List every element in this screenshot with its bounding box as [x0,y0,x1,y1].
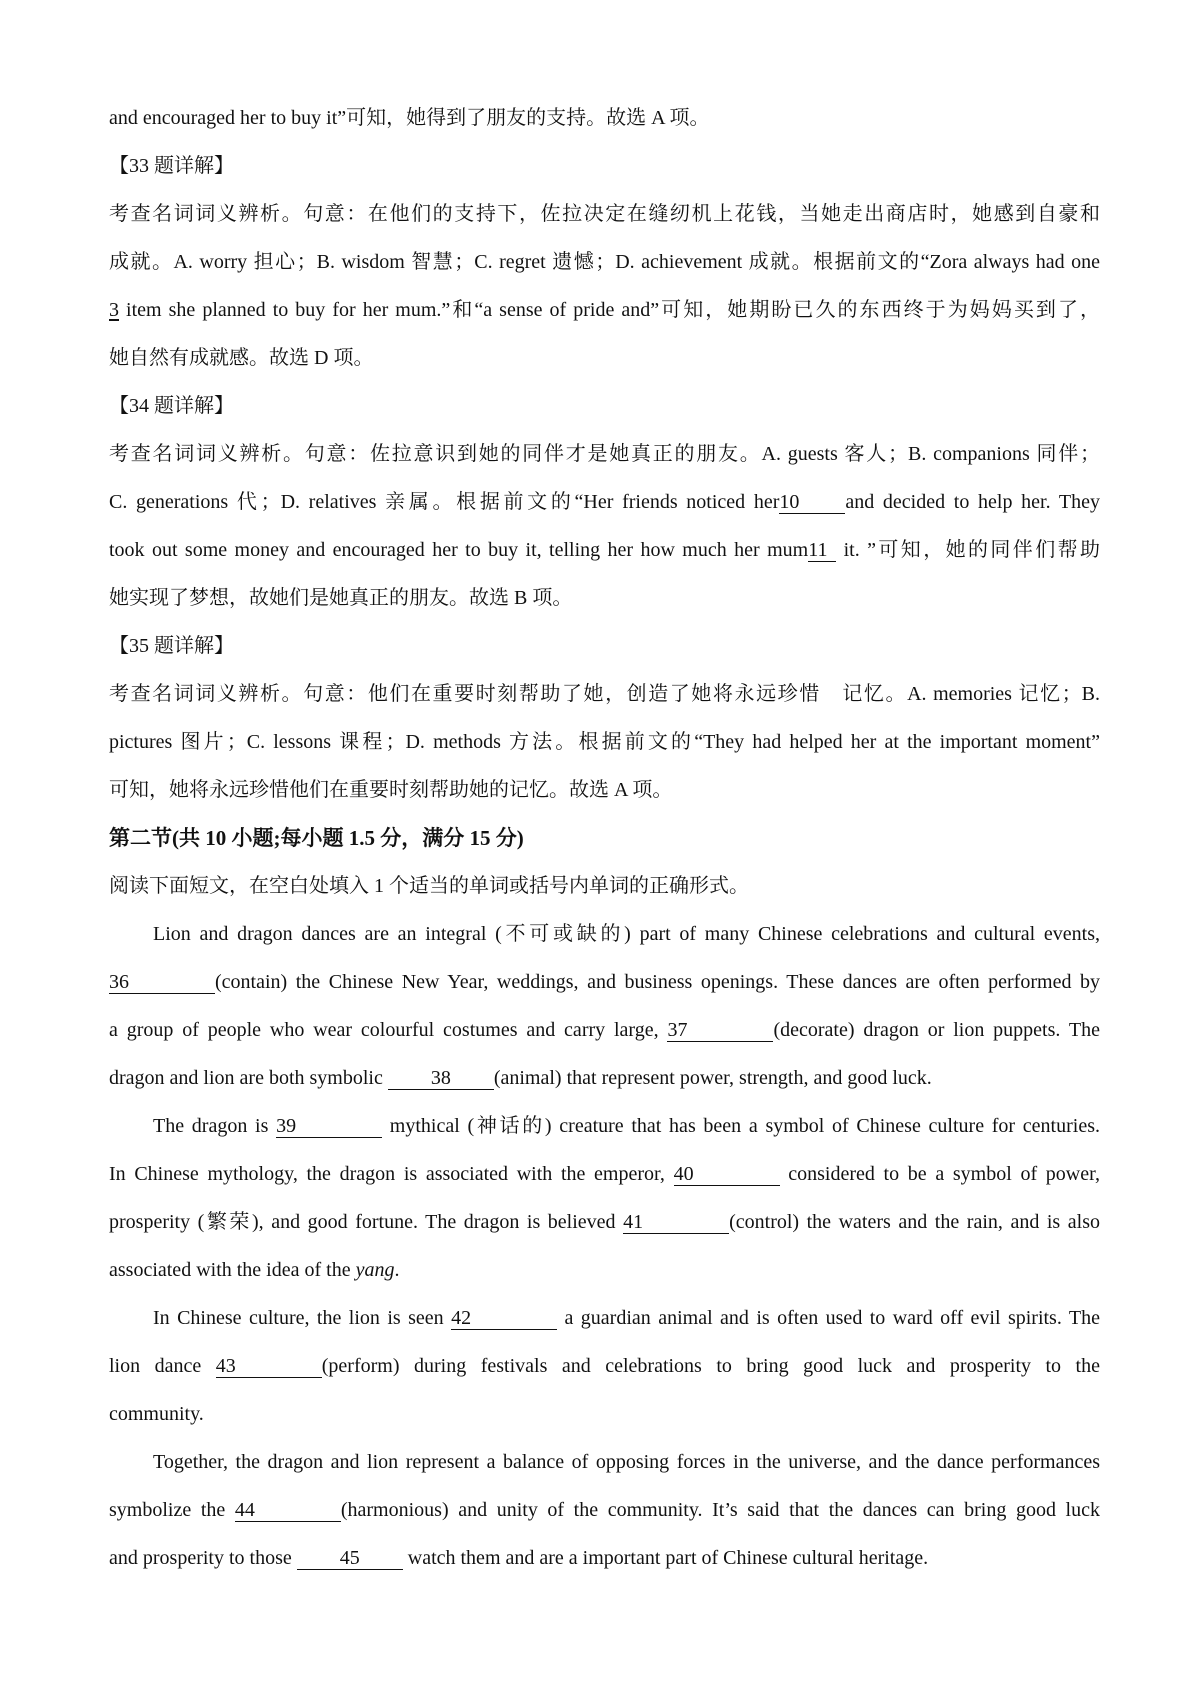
blank-43: 43 [216,1355,322,1378]
text: 她实现了梦想，故她们是她真正的朋友。故选 B 项。 [109,587,573,609]
text: prosperity (繁荣), and good fortune. The dragon is believed [109,1211,624,1233]
text: and encouraged her to buy it”可知，她得到了朋友的支持。故选 A 项。 [109,107,710,129]
blank-11: 11 [808,539,836,562]
text-line [109,1160,1100,1188]
text: 她自然有成就感。故选 D 项。 [109,347,374,369]
text: considered to be a symbol of power, [779,1163,1100,1185]
text: and decided to help her. They [845,491,1100,513]
text: Together, the dragon and lion represent a balance of opposing forces in the universe, and the dance performances [153,1451,1100,1473]
blank-40: 40 [674,1163,780,1186]
text: item she planned to buy for her mum.”和“a sense of pride and”可知，她期盼已久的东西终于为妈妈买到了， [119,299,1100,321]
text: 考查名词词义辨析。句意：他们在重要时刻帮助了她，创造了她将永远珍惜 记忆。A. memories 记忆；B. [109,683,1100,705]
section-heading-34 [109,392,234,420]
text: community. [109,1403,204,1425]
section-heading-35 [109,632,234,660]
text: took out some money and encouraged her to buy it, telling her how much her mum [109,539,809,561]
blank-44: 44 [235,1499,341,1522]
text-line [109,1352,1100,1380]
text: 考查名词词义辨析。句意：佐拉意识到她的同伴才是她真正的朋友。A. guests 客人；B. companions 同伴； [109,443,1100,465]
text: . [394,1259,400,1281]
text: Lion and dragon dances are an integral (不可或缺的) part of many Chinese celebrations and cultural events, [153,923,1100,945]
text: (control) the waters and the rain, and is also [729,1211,1100,1233]
text: associated with the idea of the [109,1259,356,1281]
blank-number: 3 [109,299,119,321]
text-line [109,1496,1100,1524]
text-line [109,1256,399,1284]
text: 【34 题详解】 [109,395,234,417]
text: The dragon is [153,1115,277,1137]
text-line [109,584,572,612]
section-title [109,824,524,852]
text: it. ”可知，她的同伴们帮助 [836,539,1100,561]
text: (harmonious) and unity of the community. It’s said that the dances can bring good luck [340,1499,1100,1521]
text: (contain) the Chinese New Year, weddings, and business openings. These dances are often performed by [215,971,1100,993]
text: 成就。A. worry 担心；B. wisdom 智慧；C. regret 遗憾；D. achievement 成就。根据前文的“Zora always had one [109,251,1100,273]
text: and prosperity to those [109,1547,297,1569]
blank-45: 45 [297,1547,403,1570]
text: 可知，她将永远珍惜他们在重要时刻帮助她的记忆。故选 A 项。 [109,779,673,801]
blank-37: 37 [667,1019,773,1042]
text-line [109,776,672,804]
text: lion dance [109,1355,216,1377]
text-line [109,968,1100,996]
text-line [153,920,1100,948]
text: 阅读下面短文，在空白处填入 1 个适当的单词或括号内单词的正确形式。 [109,875,749,897]
text: 【35 题详解】 [109,635,234,657]
text: (animal) that represent power, strength, and good luck. [493,1067,932,1089]
text: In Chinese culture, the lion is seen [153,1307,452,1329]
blank-42: 42 [451,1307,557,1330]
text-line [109,1016,1100,1044]
text-line [109,536,1100,564]
text-line [153,1112,1100,1140]
section-heading-33 [109,152,234,180]
text-line [109,248,1100,276]
blank-38: 38 [388,1067,494,1090]
text: pictures 图片；C. lessons 课程；D. methods 方法。根据前文的“They had helped her at the important moment” [109,731,1100,753]
text-line [109,440,1100,468]
text-line [109,200,1100,228]
text-line [109,1208,1100,1236]
text-line [109,680,1100,708]
text-line [109,1064,932,1092]
text: 第二节(共 10 小题;每小题 1.5 分，满分 15 分) [109,826,524,850]
text: 【33 题详解】 [109,155,234,177]
italic-word: yang [355,1259,395,1281]
blank-36: 36 [109,971,215,994]
text: C. generations 代；D. relatives 亲属。根据前文的“Her friends noticed her [109,491,780,513]
text-line [109,104,709,132]
text: mythical (神话的) creature that has been a symbol of Chinese culture for centuries. [382,1115,1100,1137]
text: In Chinese mythology, the dragon is associated with the emperor, [109,1163,674,1185]
text: a group of people who wear colourful costumes and carry large, [109,1019,668,1041]
text: 考查名词词义辨析。句意：在他们的支持下，佐拉决定在缝纫机上花钱，当她走出商店时，她感到自豪和 [109,203,1100,225]
text: watch them and are a important part of Chinese cultural heritage. [402,1547,929,1569]
text-line [109,488,1100,516]
text: (perform) during festivals and celebrations to bring good luck and prosperity to the [321,1355,1100,1377]
text: symbolize the [109,1499,235,1521]
text-line [109,728,1100,756]
text: (decorate) dragon or lion puppets. The [773,1019,1100,1041]
text-line [109,344,373,372]
blank-10: 10 [779,491,845,514]
text-line [109,1544,928,1572]
text-line [109,296,1100,324]
text: dragon and lion are both symbolic [109,1067,388,1089]
text-line [153,1448,1100,1476]
text-line [109,1400,204,1428]
blank-41: 41 [623,1211,729,1234]
text-line [153,1304,1100,1332]
blank-39: 39 [276,1115,382,1138]
text: a guardian animal and is often used to ward off evil spirits. The [557,1307,1101,1329]
instructions [109,872,749,900]
